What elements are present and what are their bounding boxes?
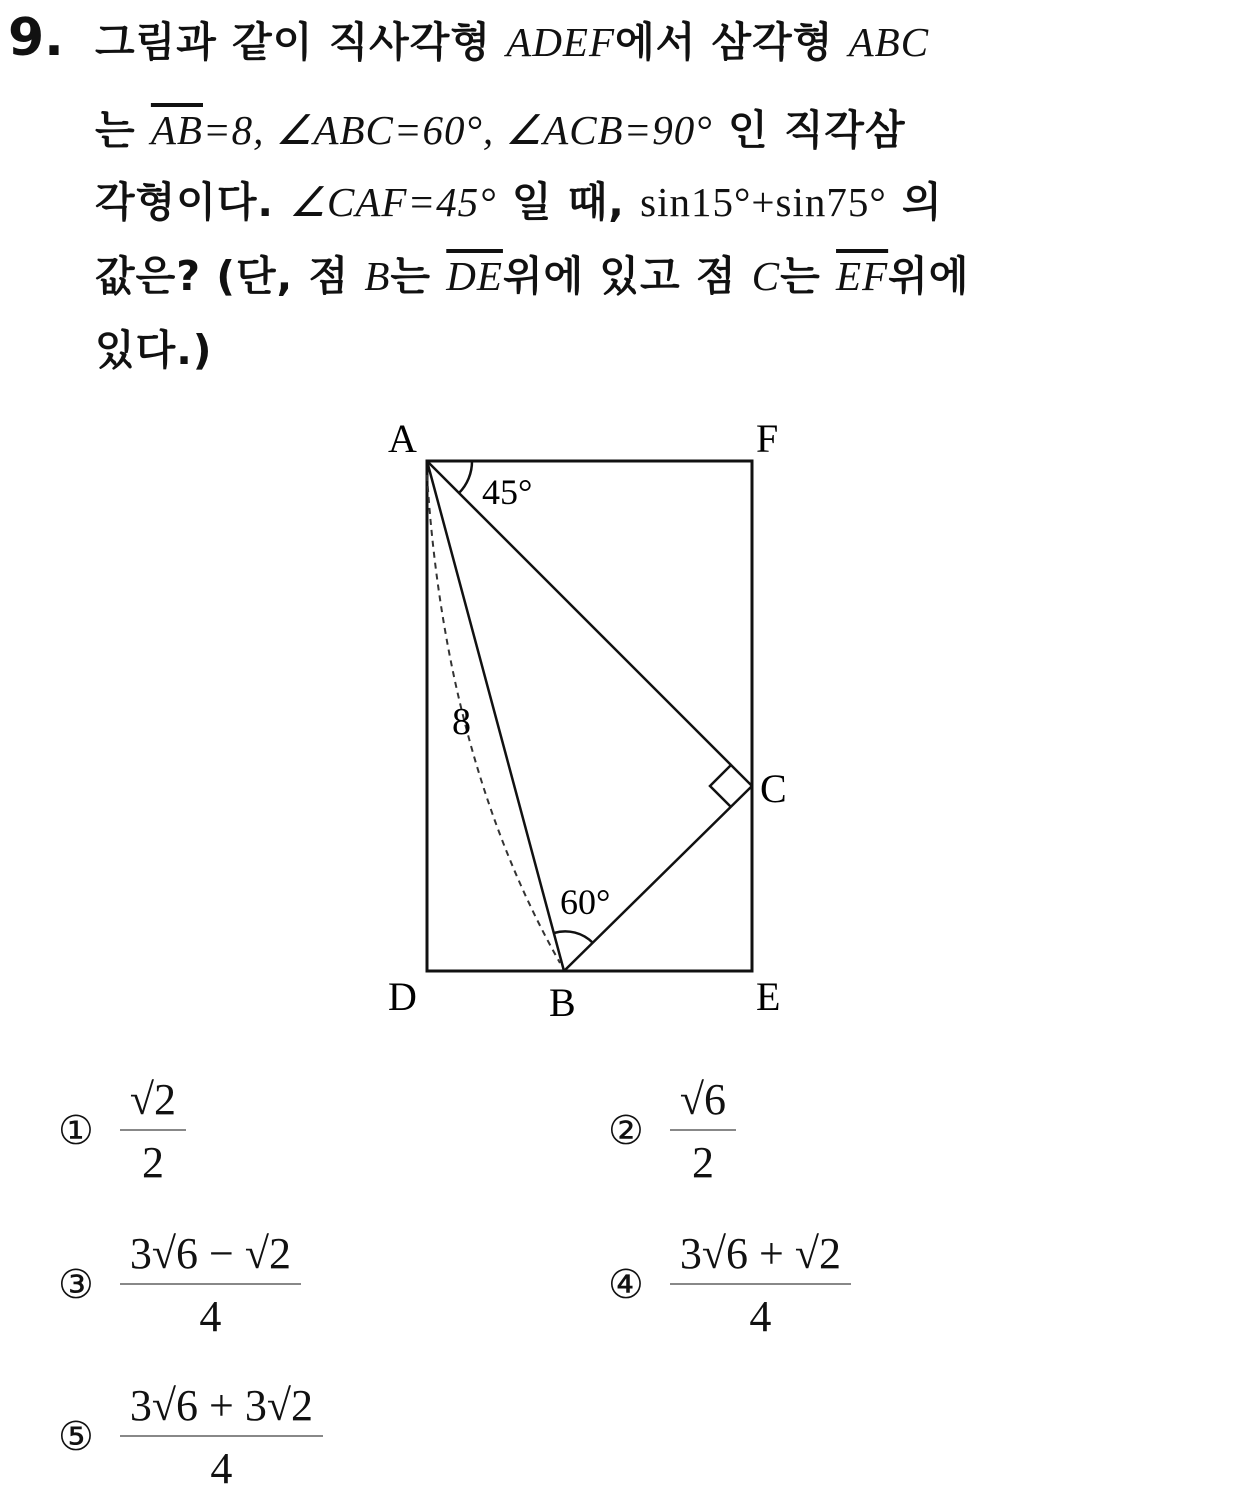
- choice-fraction: [120, 1228, 301, 1342]
- math-conditions: =8, ∠ABC=60°, ∠ACB=90°: [202, 107, 713, 153]
- choice-2[interactable]: [608, 1074, 736, 1188]
- question-text: 그림과 같이 직사각형: [95, 18, 507, 66]
- math-angle-caf: ∠CAF=45°: [289, 179, 497, 225]
- math-segment-ab: $\overline{AB}$: [150, 107, 203, 153]
- choice-number: ③: [58, 1262, 94, 1308]
- math-segment-de: $\overline{DE}$: [446, 253, 503, 299]
- segment-ac: [427, 461, 752, 786]
- choice-fraction: [670, 1228, 851, 1342]
- choice-fraction: [670, 1074, 736, 1188]
- question-text: 값은? (단, 점: [95, 252, 365, 300]
- right-angle-marker: [710, 765, 731, 807]
- side-label-8: 8: [452, 701, 471, 743]
- question-text: 위에 있고 점: [502, 252, 752, 300]
- choice-1[interactable]: [58, 1074, 186, 1188]
- question-text: 는: [390, 252, 447, 300]
- segment-ab: [427, 461, 564, 971]
- choice-number: ⑤: [58, 1414, 94, 1460]
- dashed-length-arc: [427, 475, 560, 963]
- fraction-numerator: 3√6 + 3√2: [120, 1380, 323, 1437]
- label-c: C: [760, 766, 787, 811]
- choice-number: ②: [608, 1108, 644, 1154]
- math-segment-ef: $\overline{EF}$: [836, 253, 889, 299]
- fraction-denominator: 4: [199, 1292, 222, 1341]
- angle-label-60: 60°: [560, 882, 611, 922]
- question-text: 에서 삼각형: [615, 18, 849, 66]
- choice-fraction: [120, 1380, 323, 1494]
- angle-arc-45: [459, 461, 472, 493]
- choice-5[interactable]: [58, 1380, 323, 1494]
- label-f: F: [756, 416, 779, 461]
- math-expression: sin15°+sin75°: [640, 179, 887, 225]
- choice-number: ④: [608, 1262, 644, 1308]
- math-point-c: C: [751, 253, 781, 299]
- label-e: E: [756, 974, 781, 1019]
- question-number: 9.: [8, 8, 64, 68]
- fraction-numerator: √6: [670, 1074, 736, 1131]
- question-text: 일 때,: [496, 178, 641, 226]
- fraction-denominator: 4: [210, 1444, 233, 1493]
- math-rectangle: ADEF: [506, 19, 616, 65]
- angle-arc-60: [554, 931, 593, 943]
- question-text: 인 직각삼: [712, 106, 906, 154]
- choice-3[interactable]: [58, 1228, 301, 1342]
- fraction-denominator: 4: [749, 1292, 772, 1341]
- math-triangle: ABC: [848, 19, 930, 65]
- fraction-denominator: 2: [691, 1138, 714, 1187]
- choice-number: ①: [58, 1108, 94, 1154]
- fraction-numerator: √2: [120, 1074, 186, 1131]
- choice-fraction: [120, 1074, 186, 1188]
- question-text: 의: [886, 178, 943, 226]
- label-a: A: [388, 416, 417, 461]
- angle-label-45: 45°: [482, 472, 533, 512]
- question-text: 각형이다.: [95, 178, 290, 226]
- question-text: 는: [780, 252, 837, 300]
- fraction-numerator: 3√6 − √2: [120, 1228, 301, 1285]
- fraction-denominator: 2: [141, 1138, 164, 1187]
- question-text: 위에: [888, 252, 970, 300]
- math-point-b: B: [364, 253, 391, 299]
- question-line-5: 있다.): [95, 326, 213, 374]
- fraction-numerator: 3√6 + √2: [670, 1228, 851, 1285]
- label-b: B: [549, 980, 576, 1025]
- label-d: D: [388, 974, 417, 1019]
- question-text: 는: [95, 106, 151, 154]
- choice-4[interactable]: [608, 1228, 851, 1342]
